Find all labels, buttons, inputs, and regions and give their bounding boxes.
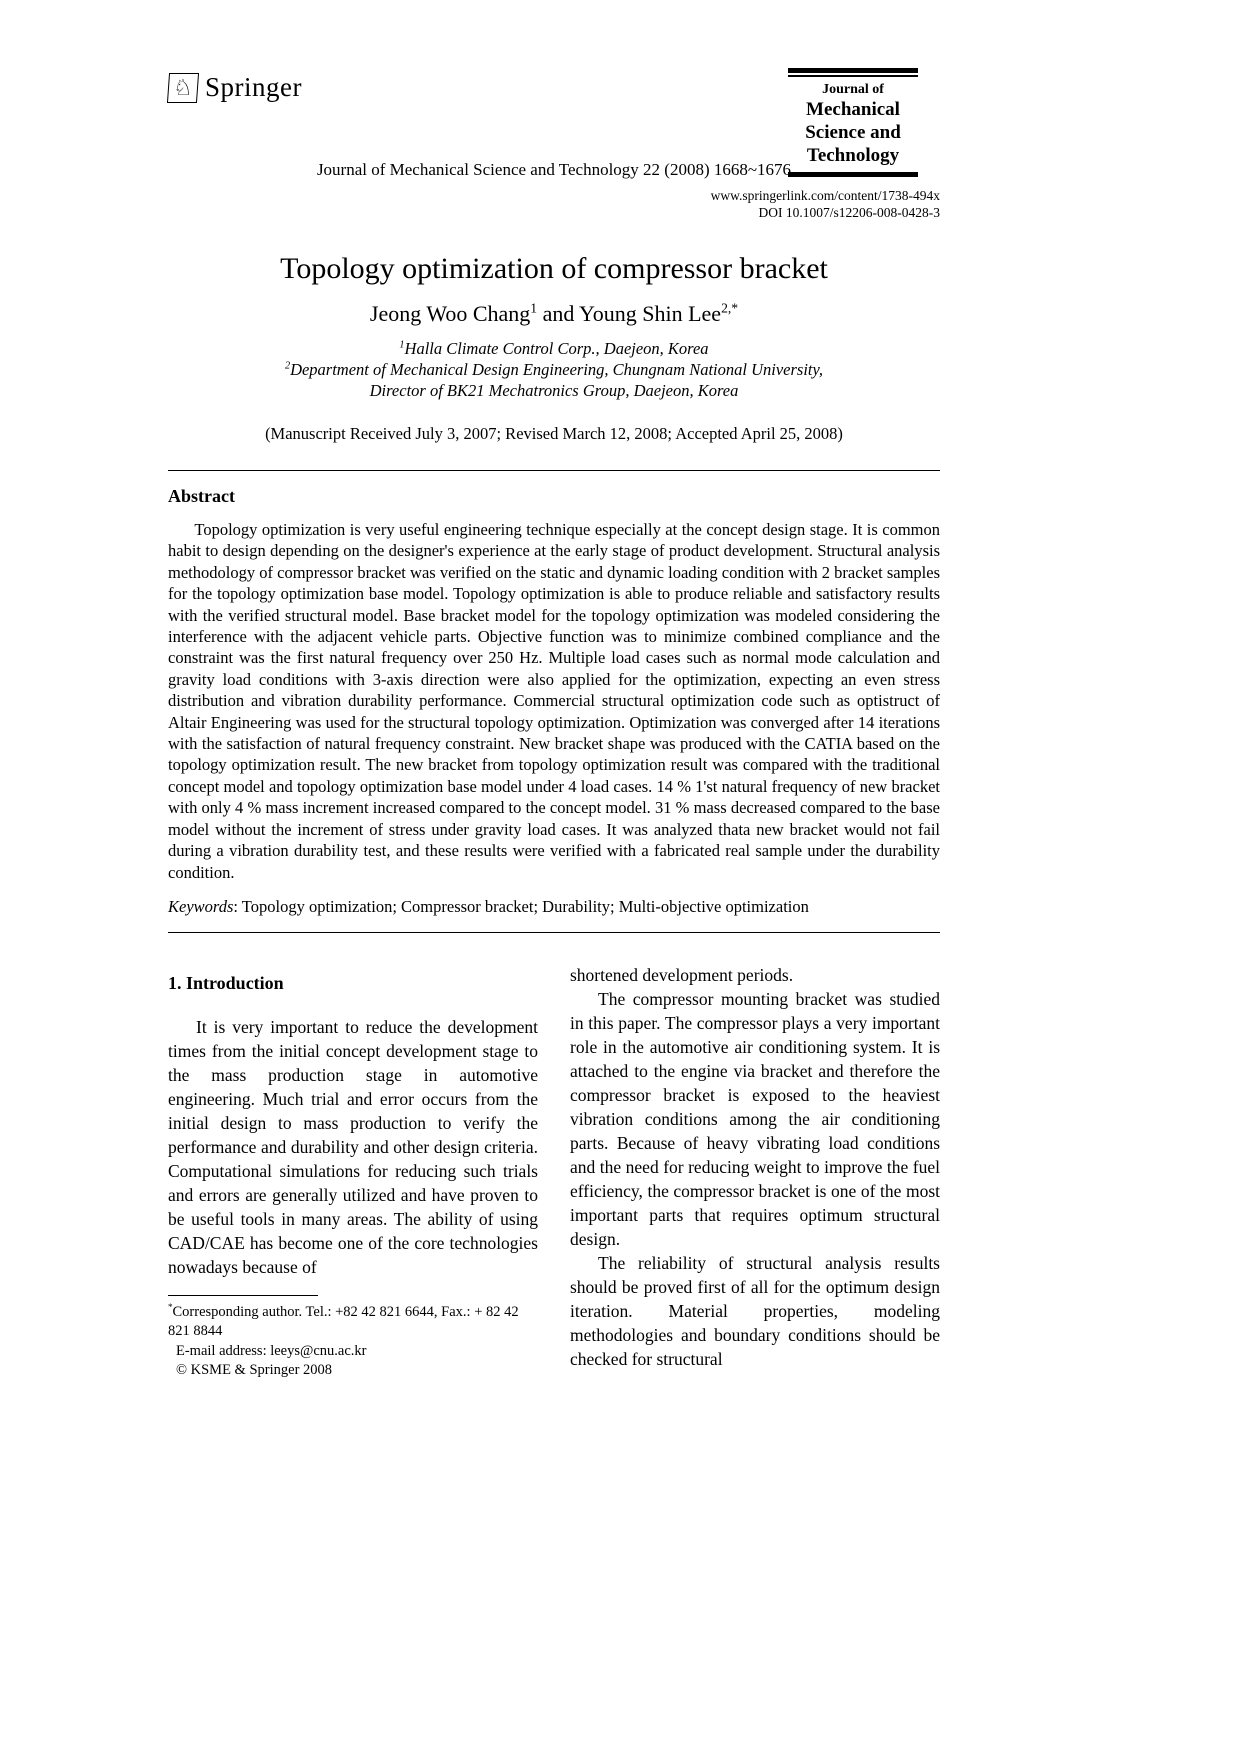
section-1-heading: 1. Introduction <box>168 972 284 993</box>
masthead-rule-thin <box>788 75 918 77</box>
doi-line: DOI 10.1007/s12206-008-0428-3 <box>758 205 940 220</box>
journal-citation-line: Journal of Mechanical Science and Technology 22 (2008) 1668~1676 <box>316 160 792 179</box>
masthead-line-2: Science and <box>805 122 901 143</box>
intro-paragraph: It is very important to reduce the development times from the initial concept development stage to the mass production stage in automotive engineering. Much trial and error occurs from the initial design to mass production to verify the performance and durability and other design criteria. Computational simulations for reducing such trials and errors are generally utilized and have proven to be useful tools in many areas. The ability of using CAD/CAE has become one of the core technologies nowadays because of <box>168 1016 538 1277</box>
abstract-text: Topology optimization is very useful engineering technique especially at the concept design stage. It is common habit to design depending on the designer's experience at the early stage of product development. Structural analysis methodology of compressor bracket was verified on the static and dynamic loading condition with 2 bracket samples for the topology optimization base model. Topology optimization is able to produce reliable and satisfactory results with the verified structural model. Base bracket model for the topology optimization was modeled considering the interference with the adjacent vehicle parts. Objective function was to minimize combined compliance and the constraint was the first natural frequency over 250 Hz. Multiple load cases such as normal mode calculation and gravity load conditions with 3-axis direction were also applied for the optimization, expecting an even stress distribution and vibration durability performance. Commercial structural optimization code such as optistruct of Altair Engineering was used for the structural topology optimization. Optimization was converged after 14 iterations with the satisfaction of natural frequency constraint. New bracket shape was produced with the CATIA based on the topology optimization result. The new bracket from topology optimization result was compared with the traditional concept model and topology optimization base model under 4 load cases. 14 % 1'st natural frequency of new bracket with only 4 % mass increment increased compared to the concept model. 31 % mass decreased compared to the base model without the increment of stress under gravity load cases. It was analyzed thata new bracket would not fail during a vibration durability test, and these results were verified with a fabricated real sample under the durability condition. <box>168 520 940 882</box>
author-2-name: Young Shin Lee <box>579 301 722 326</box>
manuscript-dates-line: (Manuscript Received July 3, 2007; Revised March 12, 2008; Accepted April 25, 2008) <box>265 424 843 443</box>
author-1-name: Jeong Woo Chang <box>369 301 531 326</box>
masthead-superline: Journal of <box>822 82 884 97</box>
section-divider-mid <box>168 932 940 933</box>
footnote-divider <box>168 1295 318 1296</box>
author-2-superscript: 2,* <box>721 300 739 316</box>
springerlink-url: www.springerlink.com/content/1738-494x <box>710 188 940 203</box>
section-divider-top <box>168 470 940 471</box>
compressor-bracket-paragraph: The compressor mounting bracket was studied in this paper. The compressor plays a very important role in the automotive air conditioning system. It is attached to the engine via bracket and therefore the compressor bracket is exposed to the heaviest vibration conditions among the air conditioning parts. Because of heavy vibrating load conditions and the need for reducing weight to improve the fuel efficiency, the compressor bracket is one of the most important parts that requires optimum structural design. <box>570 988 940 1249</box>
springer-logo <box>168 72 302 103</box>
reliability-paragraph: The reliability of structural analysis results should be proved first of all for the optimum design iteration. Material properties, modeling methodologies and boundary conditions should be checked for structural <box>570 1252 940 1369</box>
footnote-email-line: E-mail address: leeys@cnu.ac.kr <box>176 1342 367 1359</box>
affiliation-1-superscript: 1 <box>399 339 405 351</box>
keywords-label: Keywords <box>168 896 234 916</box>
affiliation-line-2 <box>168 359 940 380</box>
keywords-line <box>168 897 940 917</box>
footnote-corresponding-author <box>168 1303 538 1342</box>
left-column <box>168 963 538 1381</box>
abstract-heading: Abstract <box>168 486 235 506</box>
page-header <box>168 0 940 228</box>
keywords-text: : Topology optimization; Compressor bracket; Durability; Multi-objective optimization <box>233 896 809 916</box>
springer-horse-icon: ♘ <box>167 73 199 103</box>
footnote-asterisk: * <box>168 1302 173 1313</box>
author-1-superscript: 1 <box>530 300 538 316</box>
affiliation-1-text: Halla Climate Control Corp., Daejeon, Korea <box>404 339 709 358</box>
right-column <box>570 963 940 1381</box>
affiliation-2-text: Department of Mechanical Design Engineering, Chungnam National University, <box>290 360 824 379</box>
header-links <box>711 187 940 221</box>
footnote-copyright-line: © KSME & Springer 2008 <box>176 1362 333 1379</box>
paper-title: Topology optimization of compressor bracket <box>280 252 828 285</box>
continuation-paragraph: shortened development periods. <box>570 964 794 985</box>
affiliations-block <box>168 338 940 401</box>
publisher-name: Springer <box>205 72 302 102</box>
masthead-rule-top <box>788 68 918 73</box>
affiliation-line-3 <box>168 380 940 401</box>
page-content <box>168 0 940 1381</box>
body-columns <box>168 963 940 1381</box>
masthead-line-1: Mechanical <box>806 99 900 120</box>
authors-connector: and <box>537 301 580 326</box>
footnote-line-1-text: Corresponding author. Tel.: +82 42 821 6644, Fax.: + 82 42 821 8844 <box>168 1303 519 1340</box>
footnote-block <box>168 1295 538 1381</box>
affiliation-line-1 <box>168 338 940 359</box>
authors-line <box>168 301 940 327</box>
affiliation-3-text: Director of BK21 Mechatronics Group, Daejeon, Korea <box>369 381 739 400</box>
masthead-line-3: Technology <box>806 145 900 166</box>
affiliation-2-superscript: 2 <box>284 360 291 372</box>
